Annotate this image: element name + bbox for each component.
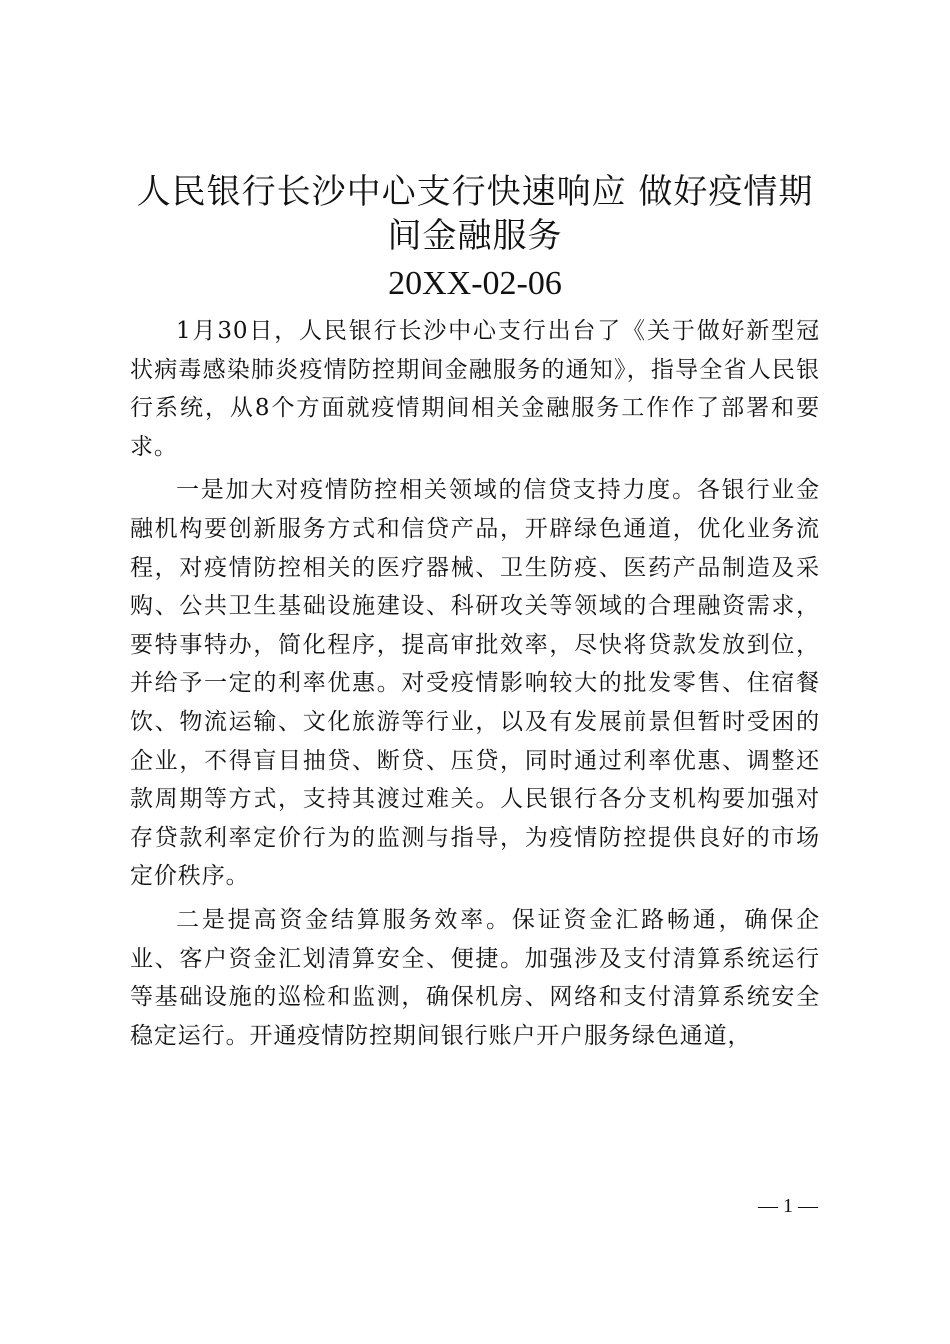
- paragraph-credit-support: 一是加大对疫情防控相关领域的信贷支持力度。各银行业金融机构要创新服务方式和信贷产品，开辟绿色通道，优化业务流程，对疫情防控相关的医疗器械、卫生防疫、医药产品制造及采购、公共卫生基础设施建设、科研攻关等领域的合理融资需求，要特事特办，简化程序，提高审批效率，尽快将贷款发放到位，并给予一定的利率优惠。对受疫情影响较大的批发零售、住宿餐饮、物流运输、文化旅游等行业，以及有发展前景但暂时受困的企业，不得盲目抽贷、断贷、压贷，同时通过利率优惠、调整还款周期等方式，支持其渡过难关。人民银行各分支机构要加强对存贷款利率定价行为的监测与指导，为疫情防控提供良好的市场定价秩序。: [130, 477, 820, 890]
- document-body: [130, 312, 820, 1060]
- paragraph-settlement-efficiency: 二是提高资金结算服务效率。保证资金汇路畅通，确保企业、客户资金汇划清算安全、便捷。加强涉及支付清算系统运行等基础设施的巡检和监测，确保机房、网络和支付清算系统安全稳定运行。开通疫情防控期间银行账户开户服务绿色通道，: [130, 906, 820, 1049]
- document-date: 20XX-02-06: [388, 265, 562, 302]
- page-number: — 1 —: [758, 1195, 818, 1217]
- document-title: 人民银行长沙中心支行快速响应 做好疫情期间金融服务: [136, 172, 814, 256]
- paragraph-intro: 1月30日，人民银行长沙中心支行出台了《关于做好新型冠状病毒感染肺炎疫情防控期间金融服务的通知》，指导全省人民银行系统，从8个方面就疫情期间相关金融服务工作作了部署和要求。: [130, 318, 820, 460]
